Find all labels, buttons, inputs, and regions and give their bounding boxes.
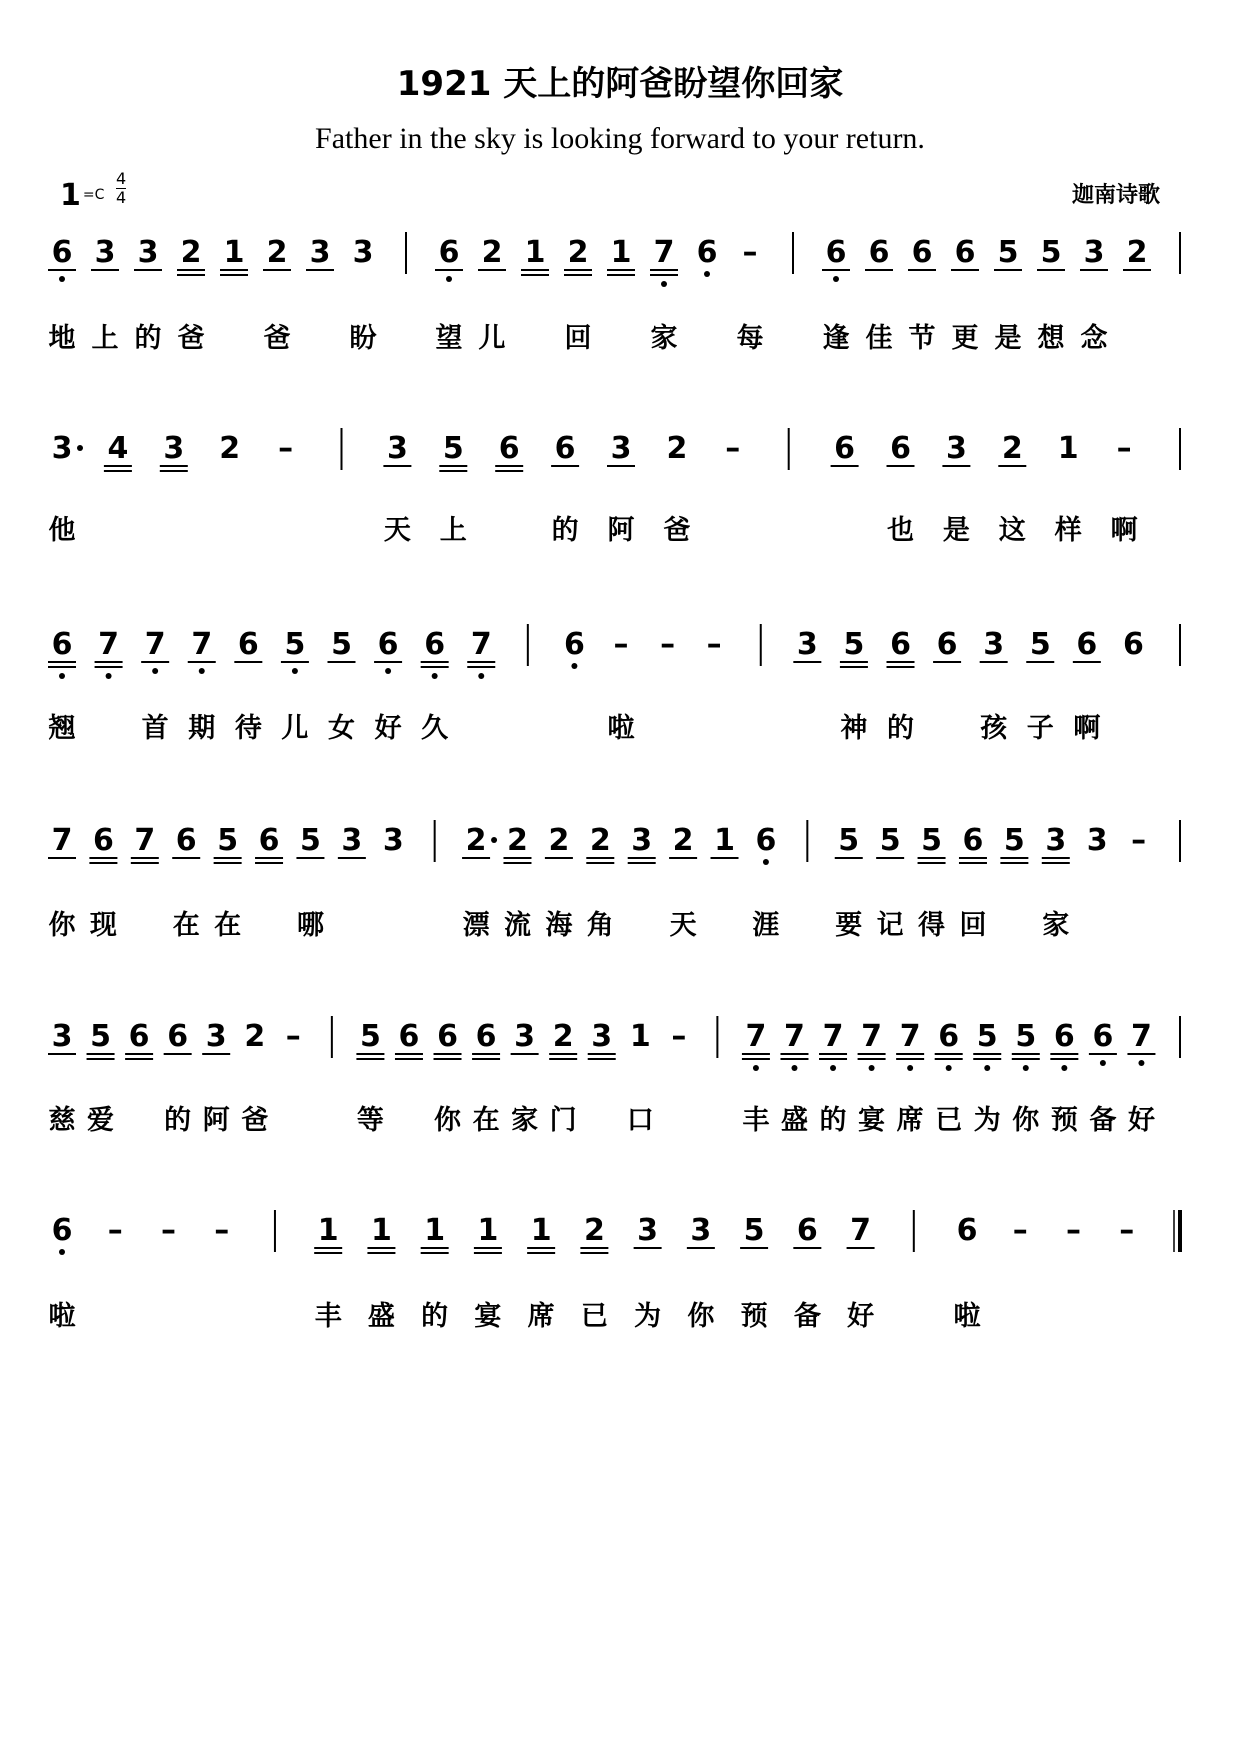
- lyric-char: 上: [439, 515, 467, 546]
- note: 3: [137, 235, 159, 270]
- note: 7: [653, 235, 675, 270]
- lyric-char: 待: [234, 713, 262, 744]
- lyric-char: 是: [994, 323, 1022, 354]
- lower-octave-dot: [446, 276, 452, 282]
- note: 6: [825, 235, 847, 270]
- note: 3: [341, 823, 363, 858]
- note: 2: [180, 235, 202, 270]
- note: 5: [843, 627, 865, 662]
- lyric-char: 期: [188, 713, 216, 744]
- lyric-char: 久: [421, 713, 449, 744]
- lyric-char: 慈: [48, 1105, 76, 1136]
- lyric-char: 海: [545, 910, 573, 941]
- note: 3: [637, 1213, 659, 1248]
- note: 7: [745, 1019, 767, 1054]
- dash-note: –: [278, 431, 294, 466]
- lyric-char: 首: [141, 713, 169, 744]
- note: 6: [563, 627, 585, 662]
- lyric-char: 口: [626, 1105, 654, 1136]
- lyric-char: 回: [959, 910, 987, 941]
- lyric-char: 爱: [87, 1105, 115, 1136]
- note: 2: [672, 823, 694, 858]
- note: 7: [1131, 1019, 1152, 1054]
- note: 3: [205, 1019, 227, 1054]
- note: 6: [890, 627, 911, 662]
- lyric-char: 你: [48, 910, 76, 941]
- dash-note: –: [671, 1019, 687, 1054]
- note: 6: [51, 1213, 73, 1248]
- lyric-char: 的: [164, 1105, 192, 1136]
- note: 7: [899, 1019, 921, 1054]
- dash-note: –: [1012, 1213, 1028, 1248]
- note: 2: [507, 823, 528, 858]
- key-equals: =C: [82, 187, 105, 203]
- dash-note: –: [660, 627, 676, 662]
- note: 3: [51, 1019, 73, 1054]
- lyric-char: 的: [887, 713, 914, 744]
- lyric-char: 盛: [780, 1105, 808, 1136]
- lyric-char: 女: [328, 713, 355, 744]
- lyric-char: 为: [634, 1301, 662, 1332]
- lyric-char: 记: [876, 910, 904, 941]
- note: 7: [191, 627, 213, 662]
- lyric-char: 念: [1080, 323, 1108, 354]
- lyric-char: 佳: [865, 323, 893, 354]
- note: 6: [498, 431, 520, 466]
- note: 6: [398, 1019, 420, 1054]
- dash-note: –: [160, 1213, 176, 1248]
- key-tonic: 1: [60, 178, 81, 213]
- note: 6: [51, 235, 73, 270]
- lyric-char: 爸: [663, 515, 691, 546]
- augmentation-dot: [77, 445, 83, 451]
- note: 6: [962, 823, 984, 858]
- lower-octave-dot: [1138, 1060, 1144, 1066]
- note: 6: [796, 1213, 818, 1248]
- note: 2: [1001, 431, 1023, 466]
- note: 7: [144, 627, 166, 662]
- lyric-char: 家: [650, 323, 678, 354]
- lyric-char: 啦: [48, 1301, 76, 1332]
- lyric-char: 这: [998, 515, 1026, 546]
- lower-octave-dot: [984, 1065, 990, 1071]
- lyric-char: 的: [551, 515, 579, 546]
- note: 5: [1015, 1019, 1037, 1054]
- lyric-char: 要: [835, 910, 863, 941]
- lower-octave-dot: [833, 276, 839, 282]
- lower-octave-dot: [869, 1065, 875, 1071]
- lyric-char: 备: [793, 1301, 821, 1332]
- dash-note: –: [725, 431, 741, 466]
- note: 3: [796, 627, 818, 662]
- lower-octave-dot: [830, 1065, 836, 1071]
- lyric-char: 备: [1089, 1105, 1117, 1136]
- note: 6: [258, 823, 280, 858]
- note: 2: [1126, 235, 1148, 270]
- lyric-char: 儿: [478, 323, 506, 354]
- lyric-char: 也: [887, 515, 914, 546]
- dash-note: –: [214, 1213, 230, 1248]
- note: 6: [956, 1213, 978, 1248]
- note: 5: [921, 823, 942, 858]
- note: 6: [1092, 1019, 1114, 1054]
- lyric-char: 儿: [281, 713, 309, 744]
- note: 3: [382, 823, 404, 858]
- lyric-char: 预: [1050, 1105, 1078, 1136]
- lower-octave-dot: [478, 673, 484, 679]
- lower-octave-dot: [571, 663, 577, 669]
- lower-octave-dot: [106, 673, 112, 679]
- note: 5: [1040, 235, 1062, 270]
- lyric-char: 的: [134, 323, 162, 354]
- dash-note: –: [742, 235, 758, 270]
- note: 6: [911, 235, 933, 270]
- lyric-char: 在: [214, 910, 242, 941]
- note: 3: [690, 1213, 712, 1248]
- lyric-char: 阿: [607, 515, 635, 546]
- lyric-char: 在: [172, 910, 200, 941]
- note: 3: [51, 431, 73, 466]
- lyric-char: 哪: [296, 910, 324, 941]
- note: 1: [370, 1213, 392, 1248]
- note: 3: [514, 1019, 536, 1054]
- note: 7: [850, 1213, 872, 1248]
- lyric-char: 好: [847, 1301, 875, 1332]
- note: 6: [1122, 627, 1144, 662]
- note: 2: [583, 1213, 605, 1248]
- note: 6: [834, 431, 856, 466]
- meter-bottom: 4: [116, 188, 127, 207]
- note: 3: [352, 235, 374, 270]
- lower-octave-dot: [661, 281, 667, 287]
- note: 7: [470, 627, 492, 662]
- note: 6: [175, 823, 197, 858]
- lyric-char: 席: [896, 1105, 924, 1136]
- lower-octave-dot: [791, 1065, 797, 1071]
- note: 6: [938, 1019, 960, 1054]
- note: 6: [438, 235, 460, 270]
- note: 3: [631, 823, 653, 858]
- note: 6: [554, 431, 576, 466]
- song-title: 1921 天上的阿爸盼望你回家: [396, 64, 844, 104]
- note: 6: [424, 627, 446, 662]
- note: 1: [1057, 431, 1079, 466]
- lyric-char: 的: [421, 1301, 449, 1332]
- lyric-char: 阿: [202, 1105, 230, 1136]
- lyric-char: 孩: [980, 713, 1008, 744]
- note: 5: [442, 431, 464, 466]
- dash-note: –: [1119, 1213, 1135, 1248]
- lower-octave-dot: [59, 276, 65, 282]
- lower-octave-dot: [59, 673, 65, 679]
- lyric-char: 你: [434, 1105, 462, 1136]
- dash-note: –: [285, 1019, 301, 1054]
- note: 6: [475, 1019, 497, 1054]
- lower-octave-dot: [763, 859, 769, 865]
- lyric-char: 节: [908, 323, 936, 354]
- lower-octave-dot: [1061, 1065, 1067, 1071]
- lyric-char: 为: [973, 1105, 1001, 1136]
- lyric-char: 天: [669, 910, 697, 941]
- lyric-char: 已: [580, 1301, 608, 1332]
- note: 3: [1045, 823, 1067, 858]
- note: 7: [51, 823, 73, 858]
- dash-note: –: [107, 1213, 123, 1248]
- lyric-char: 丰: [314, 1301, 342, 1332]
- note: 7: [822, 1019, 844, 1054]
- lyric-char: 爸: [263, 323, 291, 354]
- lyric-char: 盛: [367, 1301, 395, 1332]
- lower-octave-dot: [199, 668, 205, 674]
- lyric-char: 丰: [742, 1105, 770, 1136]
- lyric-char: 的: [819, 1105, 847, 1136]
- lower-octave-dot: [432, 673, 438, 679]
- lyric-char: 预: [740, 1301, 768, 1332]
- note: 2: [481, 235, 503, 270]
- lower-octave-dot: [1023, 1065, 1029, 1071]
- note: 6: [868, 235, 890, 270]
- dash-note: –: [1131, 823, 1147, 858]
- note: 7: [98, 627, 120, 662]
- lyric-char: 家: [511, 1105, 539, 1136]
- note: 3: [386, 431, 408, 466]
- note: 5: [90, 1019, 111, 1054]
- lyric-char: 啊: [1110, 515, 1138, 546]
- lyric-char: 啊: [1073, 713, 1101, 744]
- lyric-char: 望: [435, 323, 463, 354]
- note: 6: [51, 627, 73, 662]
- note: 6: [1076, 627, 1098, 662]
- lower-octave-dot: [753, 1065, 759, 1071]
- note: 2: [465, 823, 487, 858]
- note: 1: [317, 1213, 339, 1248]
- note: 3: [1086, 823, 1108, 858]
- note: 5: [1029, 627, 1051, 662]
- lyric-char: 等: [356, 1105, 384, 1136]
- song-subtitle: Father in the sky is looking forward to your return.: [315, 122, 925, 155]
- lyric-char: 翘: [48, 713, 76, 744]
- note: 5: [743, 1213, 765, 1248]
- note: 5: [976, 1019, 998, 1054]
- lyric-char: 想: [1037, 323, 1065, 354]
- note: 3: [94, 235, 116, 270]
- lyric-char: 盼: [349, 323, 377, 354]
- note: 5: [217, 823, 239, 858]
- note: 5: [879, 823, 901, 858]
- lyric-char: 席: [527, 1301, 555, 1332]
- dash-note: –: [1066, 1213, 1082, 1248]
- note: 6: [128, 1019, 150, 1054]
- note: 1: [629, 1019, 651, 1054]
- lyric-char: 在: [472, 1105, 500, 1136]
- note: 4: [107, 431, 129, 466]
- lyric-char: 宴: [474, 1301, 502, 1332]
- note: 1: [524, 235, 546, 270]
- note: 5: [997, 235, 1019, 270]
- lyric-char: 样: [1054, 515, 1082, 546]
- note: 6: [936, 627, 958, 662]
- note: 5: [359, 1019, 381, 1054]
- note: 2: [552, 1019, 574, 1054]
- lyric-char: 天: [383, 515, 411, 546]
- dash-note: –: [1116, 431, 1132, 466]
- lyric-char: 啦: [953, 1301, 981, 1332]
- lyric-char: 家: [1042, 910, 1070, 941]
- lyric-char: 你: [1012, 1105, 1040, 1136]
- lower-octave-dot: [946, 1065, 952, 1071]
- note: 2: [567, 235, 589, 270]
- lower-octave-dot: [704, 271, 710, 277]
- note: 1: [714, 823, 735, 858]
- lyric-char: 宴: [858, 1105, 886, 1136]
- lyric-char: 流: [503, 910, 531, 941]
- author-credit: 迦南诗歌: [1071, 183, 1160, 208]
- lyric-char: 漂: [462, 910, 490, 941]
- lyric-char: 更: [951, 323, 979, 354]
- note: 7: [784, 1019, 805, 1054]
- note: 1: [530, 1213, 552, 1248]
- lyric-char: 神: [840, 713, 868, 744]
- note: 6: [437, 1019, 458, 1054]
- lyric-char: 得: [918, 910, 946, 941]
- augmentation-dot: [491, 837, 497, 843]
- lyric-char: 啦: [607, 713, 635, 744]
- note: 5: [838, 823, 860, 858]
- lyric-char: 爸: [177, 323, 205, 354]
- lower-octave-dot: [1100, 1060, 1106, 1066]
- note: 7: [861, 1019, 883, 1054]
- note: 1: [223, 235, 245, 270]
- note: 2: [666, 431, 688, 466]
- lyric-char: 涯: [752, 910, 780, 941]
- note: 6: [1053, 1019, 1075, 1054]
- note: 5: [284, 627, 306, 662]
- lyric-char: 每: [736, 323, 764, 354]
- note: 6: [696, 235, 718, 270]
- lyric-char: 角: [586, 910, 614, 941]
- lower-octave-dot: [59, 1249, 65, 1255]
- note: 2: [589, 823, 611, 858]
- lyric-char: 门: [549, 1105, 577, 1136]
- dash-note: –: [706, 627, 722, 662]
- note: 3: [309, 235, 331, 270]
- note: 5: [1003, 823, 1025, 858]
- note: 6: [890, 431, 911, 466]
- lyric-char: 好: [374, 713, 402, 744]
- note: 1: [610, 235, 632, 270]
- meter-top: 4: [116, 169, 127, 188]
- note: 3: [945, 431, 967, 466]
- note: 6: [237, 627, 259, 662]
- lyric-char: 好: [1127, 1105, 1155, 1136]
- note: 1: [424, 1213, 446, 1248]
- dash-note: –: [613, 627, 629, 662]
- note: 2: [244, 1019, 266, 1054]
- lower-octave-dot: [907, 1065, 913, 1071]
- note: 6: [377, 627, 399, 662]
- lyric-char: 已: [935, 1105, 963, 1136]
- lyric-char: 爸: [241, 1105, 269, 1136]
- lyric-char: 上: [91, 323, 119, 354]
- note: 2: [219, 431, 241, 466]
- lyric-char: 地: [48, 323, 76, 354]
- lyric-char: 你: [687, 1301, 715, 1332]
- note: 3: [163, 431, 185, 466]
- lower-octave-dot: [292, 668, 298, 674]
- lyric-char: 现: [89, 910, 117, 941]
- note: 6: [167, 1019, 189, 1054]
- note: 5: [331, 627, 352, 662]
- note: 6: [954, 235, 976, 270]
- lyric-char: 回: [564, 323, 592, 354]
- note: 6: [92, 823, 114, 858]
- note: 3: [983, 627, 1005, 662]
- note: 1: [477, 1213, 499, 1248]
- lyric-char: 他: [48, 515, 76, 546]
- note: 5: [300, 823, 321, 858]
- note: 3: [1083, 235, 1105, 270]
- note: 2: [548, 823, 570, 858]
- lyric-char: 是: [942, 515, 970, 546]
- note: 7: [134, 823, 156, 858]
- note: 6: [755, 823, 777, 858]
- note: 3: [610, 431, 632, 466]
- note: 3: [591, 1019, 613, 1054]
- lower-octave-dot: [152, 668, 158, 674]
- lyric-char: 子: [1026, 713, 1054, 744]
- lower-octave-dot: [385, 668, 391, 674]
- note: 2: [266, 235, 288, 270]
- lyric-char: 逢: [822, 323, 850, 354]
